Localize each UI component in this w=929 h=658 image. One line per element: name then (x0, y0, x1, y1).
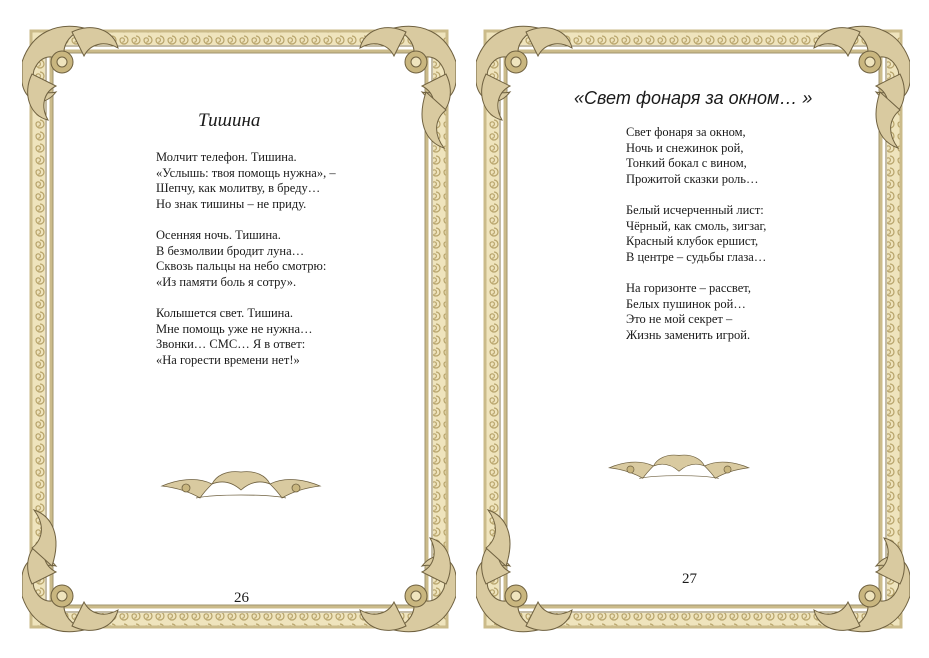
poem-title: Тишина (198, 110, 261, 131)
poem-line: В безмолвии бродит луна… (156, 243, 305, 258)
poem-line: «На горести времени нет!» (156, 352, 300, 367)
vignette-ornament (156, 466, 326, 502)
poem-line: Молчит телефон. Тишина. (156, 150, 297, 164)
stanza (156, 306, 336, 368)
poem-text (626, 125, 766, 359)
page-number: 27 (682, 571, 697, 587)
poem-line: В центре – судьбы глаза… (626, 249, 767, 264)
poem-line: Свет фонаря за окном, (626, 125, 746, 139)
poem-line: Это не мой секрет – (626, 312, 733, 327)
page-number: 26 (234, 590, 249, 606)
vignette-ornament (604, 450, 754, 482)
stanza (626, 125, 766, 187)
poem-line: Колышется свет. Тишина. (156, 305, 294, 320)
stanza (626, 281, 766, 343)
poem-line: Белых пушинок рой… (626, 296, 746, 311)
poem-line: «Из памяти боль я сотру». (156, 274, 297, 289)
poem-line: Тонкий бокал с вином, (626, 156, 747, 171)
poem-line: Красный клубок ершист, (626, 234, 759, 249)
poem-line: Звонки… СМС… Я в ответ: (156, 337, 306, 352)
right-page (476, 22, 910, 636)
left-page (22, 22, 456, 636)
poem-line: Сквозь пальцы на небо смотрю: (156, 259, 327, 274)
stanza (156, 150, 336, 212)
poem-title: «Свет фонаря за окном… » (574, 88, 813, 108)
poem-line: Чёрный, как смоль, зигзаг, (626, 218, 767, 233)
poem-line: Жизнь заменить игрой. (626, 327, 751, 342)
stanza (626, 203, 766, 265)
poem-line: Шепчу, как молитву, в бреду… (156, 181, 321, 196)
poem-line: Белый исчерченный лист: (626, 202, 764, 217)
stanza (156, 228, 336, 290)
poem-line: «Услышь: твоя помощь нужна», – (156, 165, 336, 180)
poem-text (156, 150, 336, 384)
poem-line: На горизонте – рассвет, (626, 280, 751, 295)
poem-line: Мне помощь уже не нужна… (156, 321, 313, 336)
poem-line: Осенняя ночь. Тишина. (156, 227, 281, 242)
poem-line: Прожитой сказки роль… (626, 171, 759, 186)
poem-line: Но знак тишины – не приду. (156, 196, 307, 211)
poem-line: Ночь и снежинок рой, (626, 140, 744, 155)
